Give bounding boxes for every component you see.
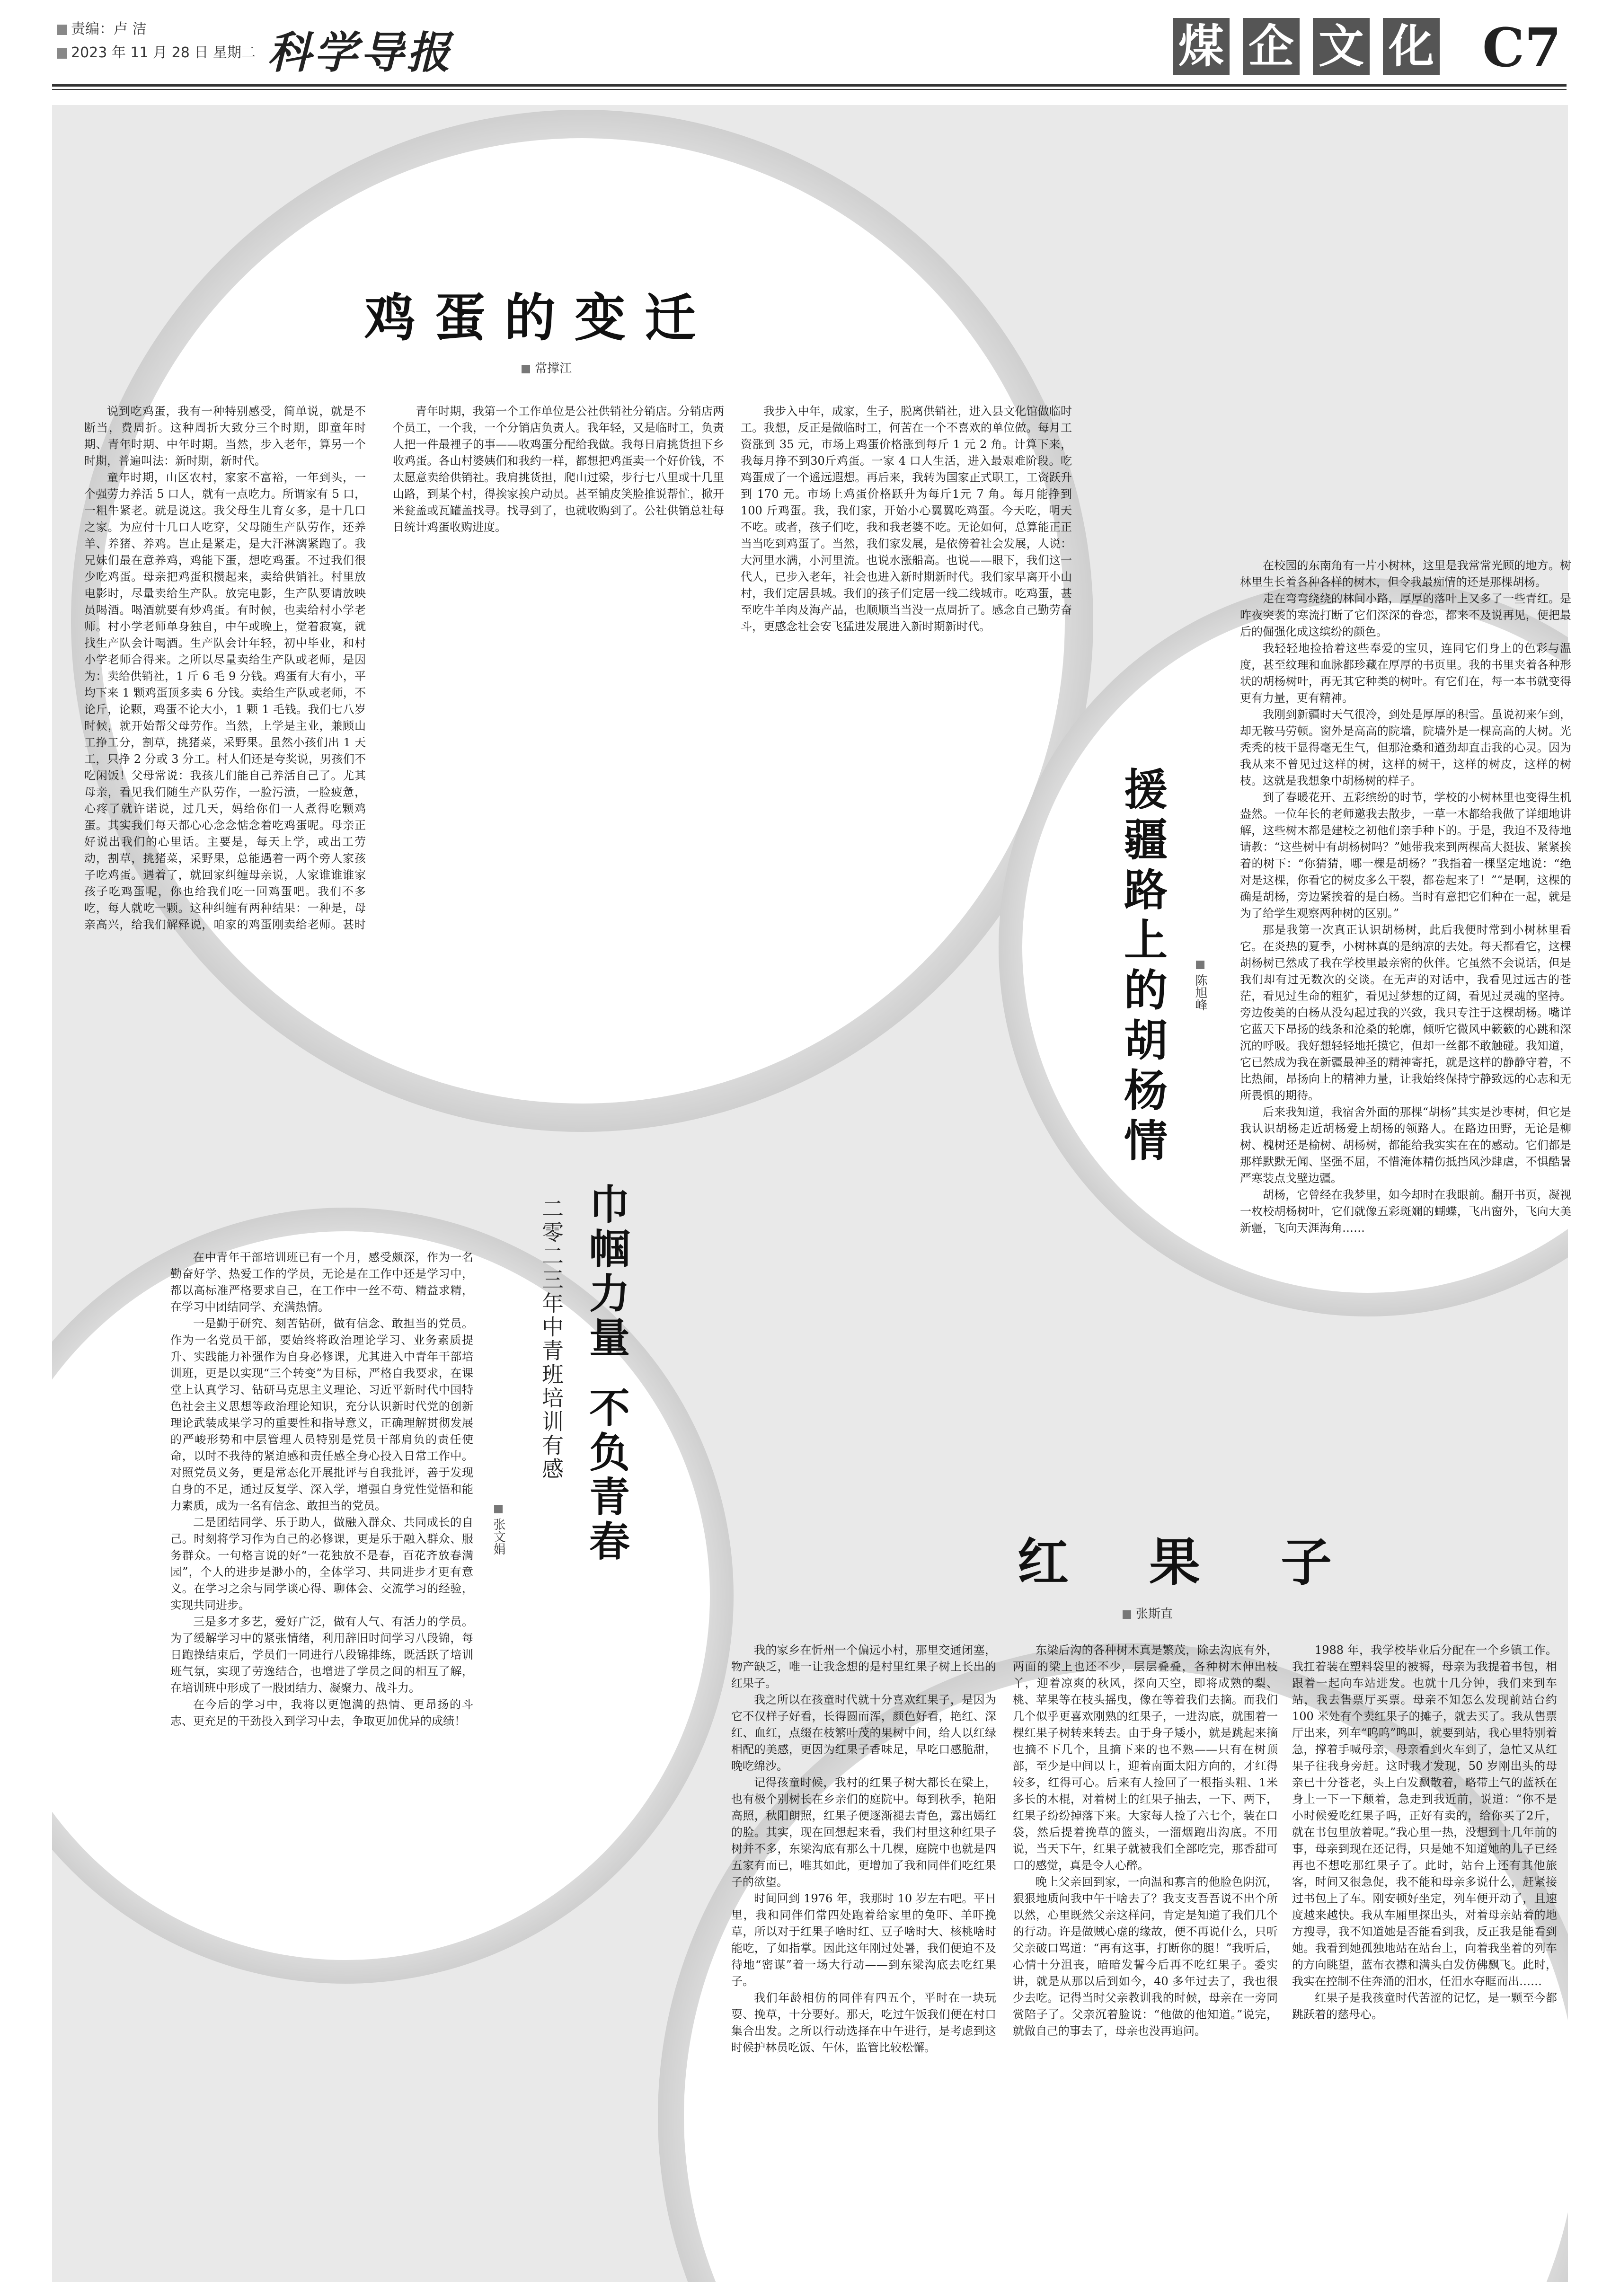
article-column: [731, 1642, 996, 2210]
editor-label: [57, 17, 147, 38]
square-bullet-icon: [57, 48, 67, 59]
article-title-women-line1: 巾帼力量: [582, 1183, 630, 1361]
paragraph: 红果子是我孩童时代苦涩的记忆，是一颗至今都跳跃着的慈母心。: [1292, 1991, 1557, 2021]
editor-label-text: 责编：卢 洁: [71, 21, 147, 37]
paragraph: 童年时期，山区农村，家家不富裕，一年到头，一个强劳力养活 5 口人，就有一点吃力。所谓家有 5 口，一粗牛紧老。就是说这。我父母生儿育女多，是十几口之家。为应付十几口人吃穿，父母随生产队劳作，还养羊、养猪、养鸡。岂止是紧走，是大汗淋漓紧跑了。我兄妹们最在意养鸡，鸡能下蛋，想吃鸡蛋。不过我们很少吃鸡蛋。母亲把鸡蛋积攒起来，卖给供销社。村里放电影时，尽量卖给生产队。放完电影，生产队要请放映员喝酒。喝酒就要有炒鸡蛋。有时候，也卖给村小学老师。村小学老师单身独自，中午或晚上，觉着寂寞，就找生产队会计喝酒。生产队会计年轻，初中毕业，和村小学老师合得来。之所以尽量卖给生产队或老师，是因为：卖给供销社，1 斤 6 毛 9 分钱。鸡蛋有大有小，平均下来 1 颗鸡蛋顶多卖 6 分钱。卖给生产队或老师，不论斤，论颗，鸡蛋不论大小，1 颗 1 毛钱。我们七八岁时候，就开始帮父母劳作。当然，上学是主业，兼顾山工挣工分，割草，挑猪菜，采野果。虽然小孩们出 1 天工，只挣 2 分或 3 分工。村人们还是夸奖说，男孩们不吃闲饭！父母常说：我孩儿们能自己养活自己了。尤其母亲，看见我们随生产队劳作，一脸污渍，一脸疲惫，心疼了就许诺说，过几天，妈给你们一人煮得吃颗鸡蛋。其实我们每天都心心念念惦念着吃鸡蛋呢。母亲正好说出我们的心里话。主要是，每天上学，或出工劳动，割草，挑猪菜，采野果，总能遇着一两个旁人家孩子吃鸡蛋。遇着了，就回家纠缠母亲说，人家谁谁谁家孩子吃鸡蛋呢，你也给我们吃一回鸡蛋吧。我们不多吃，每人就吃一颗。这种纠缠有两种结果：一种是，母亲高兴，给我们解释说，咱家的鸡蛋刚卖给老师。甚时: [84, 471, 366, 931]
paragraph: 我们年龄相仿的同伴有四五个，平时在一块玩耍、挽草，十分要好。那天，吃过午饭我们便在村口集合出发。之所以行动选择在中午进行，是考虑到这时候护林员吃饭、午休，监管比较松懈。: [731, 1991, 996, 2054]
article-column: [84, 403, 366, 931]
byline-fruit: [1123, 1604, 1173, 1622]
paragraph: 后来我知道，我宿舍外面的那棵“胡杨”其实是沙枣树，但它是我认识胡杨走近胡杨爱上胡杨的领路人。在路边田野，无论是柳树、槐树还是榆树、胡杨树，都能给我实实在在的感动。它们都是那样默默无闻、坚强不屈，不惜淹体精伤抵挡风沙肆虐，不惧酷暑严寒装点戈壁边疆。: [1240, 1105, 1571, 1185]
paragraph: 到了春暖花开、五彩缤纷的时节，学校的小树林里也变得生机盎然。一位年长的老师邀我去散步，一草一木都给我做了详细地讲解，这些树木都是建校之初他们亲手种下的。于是，我迫不及待地请教：“这些树中有胡杨树吗？”她带我来到两棵高大挺拔、紧紧挨着的树下：“你猜猜，哪一棵是胡杨？”我指着一棵坚定地说：“绝对是这棵，你看它的树皮多么干裂，都卷起来了！”“是啊，这棵的确是胡杨，旁边紧挨着的是白杨。当时有意把它们种在一起，就是为了给学生观察两种树的区别。”: [1240, 791, 1571, 920]
paragraph: 1988 年，我学校毕业后分配在一个乡镇工作。我扛着装在塑料袋里的被褥，母亲为我提着书包，相跟着一起向车站进发。也就十几分钟，我们来到车站，我去售票厅买票。母亲不知怎么发现前站台约100 米处有个卖红果子的摊子，就去买了。我从售票厅出来，列车“呜呜”鸣叫，就要到站，我心里特别着急，撑着手喊母亲，母亲看到火车到了，急忙又从红果子往我身旁赶。这时我才发现，50 岁刚出头的母亲已十分苍老，头上白发飘散着，略带土气的蓝袄在身上一下一下颠着，急走到我近前，说道：“你不是小时候爱吃红果子吗，正好有卖的，给你买了2斤，就在书包里放着呢。”我心里一热，没想到十几年前的事，母亲到现在还记得，只是她不知道她的儿子已经再也不想吃那红果子了。此时，站台上还有其他旅客，时间又很急促，我不能和母亲多说什么，赶紧接过书包上了车。刚安顿好坐定，列车便开动了，且速度越来越快。我从车厢里探出头，对着母亲站着的地方搜寻，我不知道她是否能看到我，反正我是能看到她。我看到她孤独地站在站台上，向着我坐着的列车的方向眺望，蓝布衣襟和满头白发仿佛飘飞。此时，我实在控制不住奔涌的泪水，任泪水夺眶而出……: [1292, 1643, 1557, 1988]
article-title-eggs: 鸡蛋的变迁: [364, 288, 715, 348]
section-title-char: 化: [1383, 18, 1440, 75]
paragraph: 时间回到 1976 年，我那时 10 岁左右吧。平日里，我和同伴们常四处跑着给家里的兔吓、羊吓挽草，所以对于红果子啥时红、豆子啥时大、核桃啥时能吃，了如指掌。因此这年刚过处暑，我们便迫不及待地“密谋”着一场大行动——到东梁沟底去吃红果子。: [731, 1892, 996, 1988]
article-subtitle-women: 二零二三年中青班培训有感: [539, 1197, 564, 1481]
issue-date-text: 2023 年 11 月 28 日 星期二: [71, 44, 256, 61]
square-bullet-icon: [494, 1505, 503, 1513]
article-title-fruit: 红果子: [1018, 1533, 1413, 1592]
header-rule: [52, 89, 1567, 90]
paragraph: 我刚到新疆时天气很冷，到处是厚厚的积雪。虽说初来乍到，却无鞍马劳顿。窗外是高高的院墙，院墙外是一棵高高的大树。光秃秃的枝干显得毫无生气，但那沧桑和遒劲却直击我的心灵。因为我从来不曾见过这样的树，这样的树干，这样的树皮，这样的树枝。这就是我想象中胡杨树的样子。: [1240, 708, 1571, 787]
square-bullet-icon: [1196, 961, 1204, 969]
paragraph: 我之所以在孩童时代就十分喜欢红果子，是因为它不仅样子好看，长得圆而浑，颜色好看，艳红、深红、血红，点缀在枝繁叶茂的果树中间，给人以红绿相配的美感，更因为红果子香味足，早吃口感脆甜，晚吃绵沙。: [731, 1693, 996, 1773]
article-title-women-line2: 不负青春: [582, 1386, 630, 1564]
paragraph: 说到吃鸡蛋，我有一种特别感受，简单说，就是不断当，费周折。这种周折大致分三个时期，即童年时期、青年时期、中年时期。当然，步入老年，算另一个时期，普遍叫法：新时期，新时代。: [84, 405, 366, 468]
paragraph: 我的家乡在忻州一个偏远小村，那里交通闭塞，物产缺乏，唯一让我念想的是村里红果子树上长出的红果子。: [731, 1643, 996, 1690]
author-name: 常撑江: [535, 362, 572, 376]
byline-women: [490, 1505, 507, 1555]
paragraph: 胡杨，它曾经在我梦里，如今却时在我眼前。翻开书页，凝视一枚校胡杨树叶，它们就像五彩斑斓的蝴蝶，飞出窗外，飞向大美新疆，飞向天涯海角……: [1240, 1188, 1571, 1235]
paragraph: 二是团结同学、乐于助人，做融入群众、共同成长的自己。时刻将学习作为自己的必修课，更是乐于融入群众、服务群众。一句格言说的好“一花独放不是春，百花齐放春满园”，个人的进步是渺小的，全体学习、共同进步才更有意义。在学习之余与同学谈心得、聊体会、交流学习的经验，实现共同进步。: [170, 1516, 473, 1612]
paragraph: 走在弯弯绕绕的林间小路，厚厚的落叶上又多了一些青红。是昨夜突袭的寒流打断了它们深深的眷恋，都来不及说再见，便把最后的倔强化成这缤纷的颜色。: [1240, 592, 1571, 638]
square-bullet-icon: [522, 365, 530, 373]
paragraph: 晚上父亲回到家，一向温和寡言的他脸色阴沉，狠狠地质问我中午干啥去了？我支支吾吾说不出个所以然，心里既然父亲这样问，肯定是知道了我们几个的行动。许是做贼心虚的缘故，便不再说什么，只听父亲破口骂道：“再有这事，打断你的腿！”我听后，心情十分沮丧，暗暗发誓今后再不吃红果子。委实讲，就是从那以后到如今，40 多年过去了，我也很少去吃。记得当时父亲教训我的时候，母亲在一旁同赏陪子了。父亲沉着脸说：“他做的他知道。”说完，就做自己的事去了，母亲也没再追问。: [1013, 1875, 1278, 2038]
paragraph: 东梁后沟的各种树木真是繁茂，除去沟底有外，两面的梁上也还不少，层层叠叠，各种树木伸出枝丫，迎着凉爽的秋风，探向天空，即将成熟的梨、桃、苹果等在枝头摇曳，像在等着我们去摘。而我们几个似乎更喜欢刚熟的红果子，一进沟底，就围着一棵红果子树转来转去。由于身子矮小，就是跳起来摘也摘不下几个，且摘下来的也不熟——只有在树顶部，至少是中间以上，迎着南面太阳方向的，才红得较多，红得可心。后来有人捡回了一根指头粗、1米多长的木棍，对着树上的红果子抽去，一下、两下，红果子纷纷掉落下来。大家每人捡了六七个，装在口袋，然后提着挽草的篮头，一溜烟跑出沟底。不用说，当天下午，红果子就被我们全部吃完，那香甜可口的感觉，真是令人心醉。: [1013, 1643, 1278, 1872]
paragraph: 三是多才多艺，爱好广泛，做有人气、有活力的学员。为了缓解学习中的紧张情绪，利用辞旧时间学习八段锦，每日跑操结束后，学员们一同进行八段锦排练，既活跃了培训班气氛，实现了劳逸结合，也增进了学员之间的相互了解，在培训班中形成了一股团结力、凝聚力、战斗力。: [170, 1615, 473, 1695]
paragraph: 青年时期，我第一个工作单位是公社供销社分销店。分销店两个员工，一个我，一个分销店负责人。我年轻，又是临时工，负责人把一件最裡子的事——收鸡蛋分配给我做。我每日肩挑货担下乡收鸡蛋。各山村婆姨们和我约一样，都想把鸡蛋卖一个好价钱，不太愿意卖给供销社。我肩挑货担，爬山过梁，步行七八里或十几里山路，到某个村，得挨家挨户动员。甚至铺皮笑脸推说帮忙，掀开米瓮盖或瓦罐盖找寻。找寻到了，也就收购到了。公社供销总社每日统计鸡蛋收购进度。: [393, 405, 724, 534]
article-title-poplar: 援疆路上的胡杨情: [1117, 767, 1168, 1168]
header-rule: [52, 84, 1567, 87]
byline-poplar: [1192, 961, 1209, 1011]
square-bullet-icon: [57, 25, 67, 35]
author-name: 陈旭峰: [1193, 974, 1207, 1011]
issue-date: [57, 41, 256, 62]
paragraph: 一是勤于研究、刻苦钻研，做有信念、敢担当的党员。作为一名党员干部，要始终将政治理论学习、业务素质提升、实践能力补强作为自身必修课，尤其进入中青年干部培训班，更是以实现“三个转变”为目标，严格自我要求，在课堂上认真学习、钻研马克思主义理论、习近平新时代中国特色社会主义思想等政治理论知识，充分认识新时代党的创新理论武装成果学习的重要性和指导意义，正确理解贯彻发展的严峻形势和中层管理人员特别是党员干部肩负的责任使命，以时不我待的紧迫感和责任感全身心投入日常工作中。对照党员义务，更是常态化开展批评与自我批评，善于发现自身的不足，通过反复学、深入学，增强自身党性觉悟和能力素质，成为一名有信念、敢担当的党员。: [170, 1317, 473, 1512]
article-column: [741, 403, 1072, 931]
article-column: [393, 403, 724, 931]
article-column: [170, 1249, 473, 1935]
page-number: C7: [1482, 17, 1562, 79]
paragraph: 在校园的东南角有一片小树林，这里是我常常光顾的地方。树林里生长着各种各样的树木，但令我最痴情的还是那棵胡杨。: [1240, 559, 1571, 589]
paragraph: 记得孩童时候，我村的红果子树大都长在梁上，也有极个别树长在乡亲们的庭院中。每到秋季，艳阳高照，秋阳朗照，红果子便逐渐褪去青色，露出嫣红的脸。其实，现在回想起来看，我们村里这种红果子树并不多，东梁沟底有那么十几棵，庭院中也就是四五家有而已，唯其如此，更增加了我和同伴们吃红果子的欲望。: [731, 1776, 996, 1889]
paragraph: 我轻轻地捡拾着这些奉爱的宝贝，连同它们身上的色彩与温度，甚至纹理和血脉都珍藏在厚厚的书页里。我的书里夹着各种形状的胡杨树叶，再无其它种类的树叶。有它们在，每一本书就变得更有力量，更有精神。: [1240, 642, 1571, 705]
paragraph: 在中青年干部培训班已有一个月，感受颇深，作为一名勤奋好学、热爱工作的学员，无论是在工作中还是学习中，都以高标准严格要求自己，在工作中一丝不苟、精益求精，在学习中团结同学、充满热情。: [170, 1251, 473, 1314]
author-name: 张斯直: [1136, 1607, 1173, 1621]
paragraph: 在今后的学习中，我将以更饱满的热情、更昂扬的斗志、更充足的干劲投入到学习中去，争取更加优异的成绩！: [170, 1698, 473, 1728]
section-title-char: 文: [1313, 18, 1370, 75]
section-title-char: 企: [1243, 18, 1300, 75]
newspaper-masthead: 科学导报: [267, 27, 453, 78]
article-column: [1013, 1642, 1278, 2210]
author-name: 张文娟: [491, 1518, 505, 1555]
article-column: [1292, 1642, 1557, 2210]
square-bullet-icon: [1123, 1610, 1131, 1619]
paragraph: 那是我第一次真正认识胡杨树，此后我便时常到小树林里看它。在炎热的夏季，小树林真的是纳凉的去处。每天都看它，这棵胡杨树已然成了我在学校里最亲密的伙伴。它虽然不会说话，但是我们却有过无数次的交谈。在无声的对话中，我看见过远古的苍茫，看见过生命的粗犷，看见过梦想的辽阔，看见过灵魂的坚持。旁边俊美的白杨从没勾起过我的兴致，我只专注于这棵胡杨。嘴详它蓝天下昂扬的线条和沧桑的轮廓，倾听它微风中簌簌的心跳和深沉的呼吸。我好想轻轻地托摸它，但却一丝都不敢触碰。我知道，它已然成为我在新疆最神圣的精神寄托，就是这样的静静守着，不比热闹，昂扬向上的精神力量，让我始终保持宁静致远的心志和无所畏惧的期待。: [1240, 923, 1571, 1102]
article-column: [1240, 557, 1571, 1433]
paragraph: 我步入中年，成家，生子，脱离供销社，进入县文化馆做临时工。我想，反正是做临时工，何苦在一个不喜欢的单位做。每月工资涨到 35 元，市场上鸡蛋价格涨到每斤 1 元 2 角。计算下来，我每月挣不到30斤鸡蛋。一家 4 口人生活，进入最艰难阶段。吃鸡蛋成了一个遥远遐想。再后来，我转为国家正式职工，工资跃升到 170 元。市场上鸡蛋价格跃升为每斤1元 7 角。每月能挣到 100 斤鸡蛋。我，我们家，开始小心翼翼吃鸡蛋。今天吃，明天不吃。或者，孩子们吃，我和我老婆不吃。无论如何，总算能正正当当吃到鸡蛋了。当然，我们家发展，是依傍着社会发展，人说：大河里水满，小河里流。也说水涨船高。也说——眼下，我们这一代人，已步入老年，社会也进入新时期新时代。我们家早离开小山村，我们定居县城。我们的孩子们定居一线二线城市。吃鸡蛋，甚至吃牛羊肉及海产品，也顺顺当当没一点周折了。感念自己勤劳奋斗，更感念社会安飞猛进发展进入新时期新时代。: [741, 405, 1072, 633]
byline-eggs: [522, 359, 572, 376]
section-title-char: 煤: [1173, 18, 1230, 75]
